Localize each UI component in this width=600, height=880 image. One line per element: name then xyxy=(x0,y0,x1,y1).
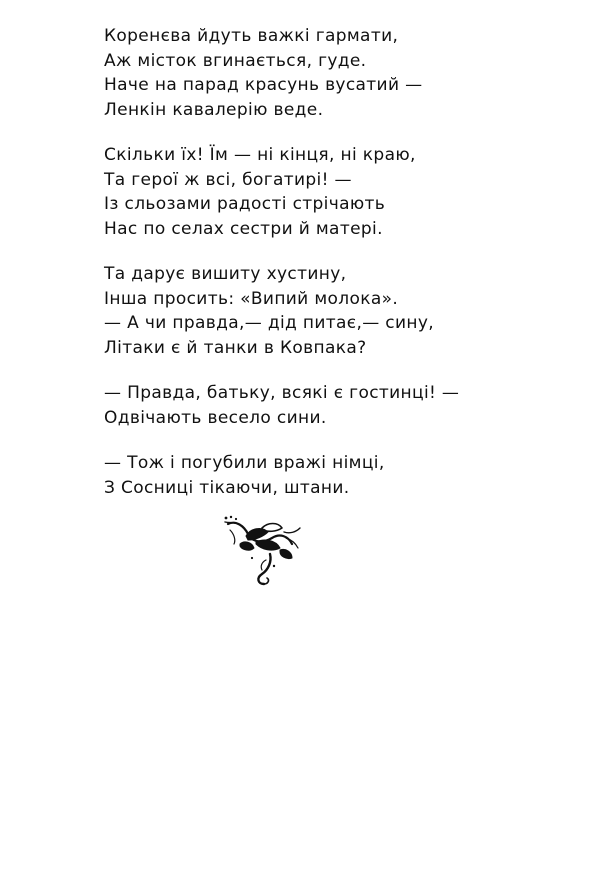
stanza-4 xyxy=(104,381,584,430)
poem-line: Нас по селах сестри й матері. xyxy=(104,218,383,239)
poem-line: Наче на парад красунь вусатий — xyxy=(104,75,423,95)
poem-line: — А чи правда,— дід питає,— сину, xyxy=(104,313,435,333)
poem-line: — Правда, батьку, всякі є гостинці! — xyxy=(104,383,460,403)
stanza-3 xyxy=(104,262,584,360)
poem-line: Ленкін кавалерію веде. xyxy=(104,99,324,120)
poem-line: Літаки є й танки в Ковпака? xyxy=(104,337,367,358)
poem-line: Аж місток вгинається, гуде. xyxy=(104,50,367,71)
poem-line: З Сосниці тікаючи, штани. xyxy=(104,477,350,498)
poem-line: Коренєва йдуть важкі гармати, xyxy=(104,26,399,46)
poem-line: — Тож і погубили вражі німці, xyxy=(104,453,385,473)
stanza-2 xyxy=(104,143,584,241)
poem-line: Скільки їх! Їм — ні кінця, ні краю, xyxy=(104,145,416,165)
poem-line: Та герої ж всі, богатирі! — xyxy=(104,169,352,190)
poem-line: Та дарує вишиту хустину, xyxy=(104,264,347,284)
floral-vignette-icon xyxy=(222,514,302,588)
stanza-5 xyxy=(104,451,584,500)
poem-line: Інша просить: «Випий молока». xyxy=(104,288,399,309)
poem xyxy=(104,24,584,521)
poem-line: Із сльозами радості стрічають xyxy=(104,194,386,214)
poem-line: Одвічають весело сини. xyxy=(104,407,327,428)
stanza-1 xyxy=(104,24,584,122)
